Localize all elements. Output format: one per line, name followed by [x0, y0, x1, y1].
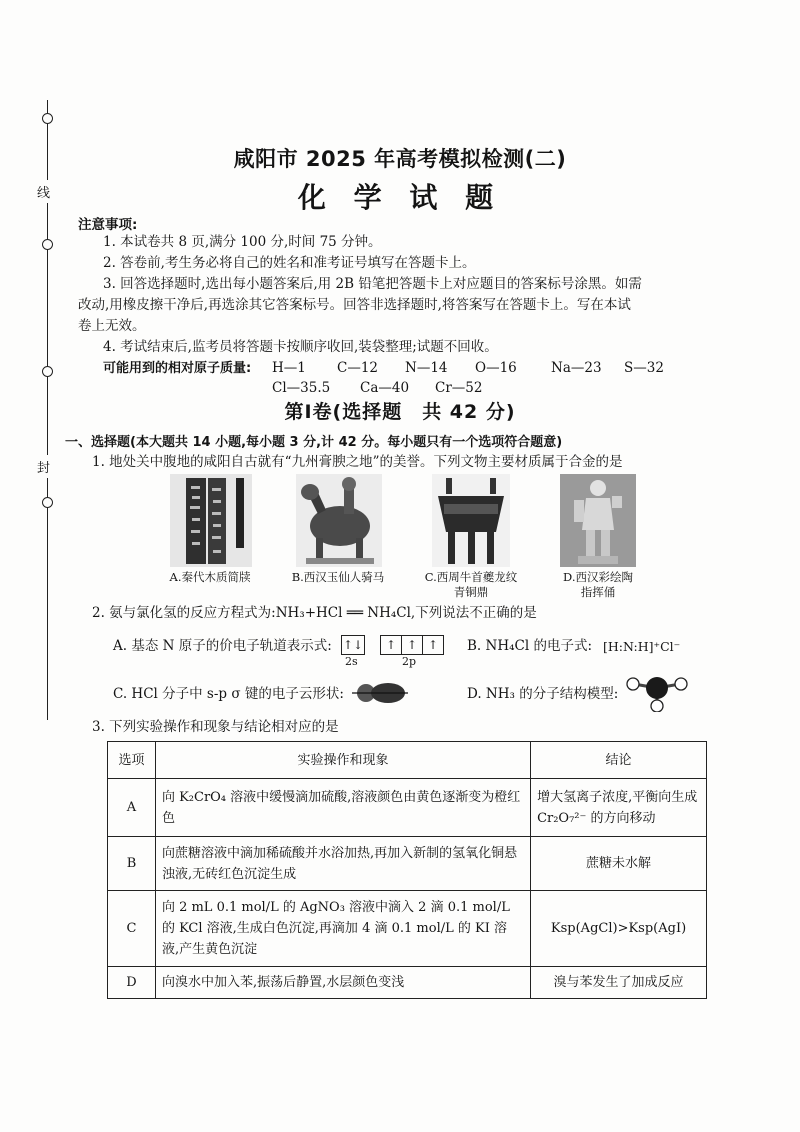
bamboo-slips-image [170, 474, 252, 567]
orbital-box-2p: ↑ [422, 635, 444, 655]
binding-hole [42, 113, 53, 124]
hcl-electron-cloud-icon [352, 680, 408, 706]
orbital-box-2p: ↑ [380, 635, 402, 655]
orbital-label-2s: 2s [345, 655, 358, 668]
atomic-mass: Cl—35.5 [272, 380, 331, 396]
bronze-ding-image [432, 474, 510, 567]
table-header-row [108, 742, 707, 779]
option-b-caption: B.西汉玉仙人骑马 [291, 570, 385, 584]
question-2-option-c: C. HCl 分子中 s-p σ 键的电子云形状: [113, 686, 344, 702]
table-cell-conclusion: 溴与苯发生了加成反应 [531, 967, 707, 999]
question-3-table [107, 741, 707, 999]
binding-line-char: 线 [37, 180, 50, 203]
binding-hole [42, 239, 53, 250]
binding-hole [42, 366, 53, 377]
atomic-mass: N—14 [405, 360, 448, 376]
atomic-mass: O—16 [475, 360, 517, 376]
option-c-caption: C.西周牛首夔龙纹 青铜鼎 [424, 570, 518, 599]
question-2-stem: 2. 氨与氯化氢的反应方程式为:NH₃+HCl ══ NH₄Cl,下列说法不正确的是 [92, 605, 537, 621]
orbital-box-2s: ↑↓ [341, 635, 365, 655]
table-row [108, 779, 707, 837]
option-a-caption: A.秦代木质简牍 [169, 570, 251, 584]
table-cell-option: D [108, 967, 156, 999]
atomic-mass: Cr—52 [435, 380, 483, 396]
atomic-mass: C—12 [337, 360, 379, 376]
notice-item: 2. 答卷前,考生务必将自己的姓名和准考证号填写在答题卡上。 [103, 255, 476, 271]
table-row [108, 837, 707, 891]
atomic-mass-label: 可能用到的相对原子质量: [103, 361, 252, 376]
question-2-option-b: B. NH₄Cl 的电子式: [467, 638, 592, 654]
table-cell-operation: 向溴水中加入苯,振荡后静置,水层颜色变浅 [155, 967, 530, 999]
notice-item: 1. 本试卷共 8 页,满分 100 分,时间 75 分钟。 [103, 234, 382, 250]
binding-seal-char: 封 [37, 455, 50, 478]
jade-horse-image [296, 474, 382, 567]
warrior-figurine-image [560, 474, 636, 567]
table-cell-conclusion: 增大氢离子浓度,平衡向生成 Cr₂O₇²⁻ 的方向移动 [531, 779, 707, 837]
table-cell-option: C [108, 891, 156, 967]
nh4cl-electron-formula: [H:N:H]⁺Cl⁻ [603, 639, 681, 654]
nh3-molecule-model-icon [624, 672, 690, 712]
binding-hole [42, 497, 53, 508]
question-2-option-d: D. NH₃ 的分子结构模型: [467, 686, 619, 702]
notice-item: 4. 考试结束后,监考员将答题卡按顺序收回,装袋整理;试题不回收。 [103, 339, 498, 355]
option-d-caption: D.西汉彩绘陶 指挥俑 [563, 570, 633, 599]
orbital-label-2p: 2p [402, 655, 417, 668]
table-cell-option: B [108, 837, 156, 891]
table-cell-conclusion: Ksp(AgCl)>Ksp(AgI) [531, 891, 707, 967]
notice-item: 改动,用橡皮擦干净后,再选涂其它答案标号。回答非选择题时,将答案写在答题卡上。写在本试 [78, 297, 631, 313]
question-2-option-a: A. 基态 N 原子的价电子轨道表示式: [113, 638, 332, 654]
section-title: 第Ⅰ卷(选择题 共 42 分) [284, 401, 516, 423]
exam-title: 咸阳市 2025 年高考模拟检测(二) [233, 147, 567, 171]
question-3-stem: 3. 下列实验操作和现象与结论相对应的是 [92, 719, 339, 735]
section-intro: 一、选择题(本大题共 14 小题,每小题 3 分,计 42 分。每小题只有一个选项符合题意) [65, 435, 563, 450]
table-cell-option: A [108, 779, 156, 837]
atomic-mass: Ca—40 [360, 380, 410, 396]
subject-title: 化 学 试 题 [297, 181, 503, 214]
orbital-box-2p: ↑ [401, 635, 423, 655]
question-1-stem: 1. 地处关中腹地的咸阳自古就有“九州膏腴之地”的美誉。下列文物主要材质属于合金的是 [92, 454, 623, 470]
notice-item: 3. 回答选择题时,选出每小题答案后,用 2B 铅笔把答题卡上对应题目的答案标号涂黑。如需 [103, 276, 642, 292]
table-cell-operation: 向蔗糖溶液中滴加稀硫酸并水浴加热,再加入新制的氢氧化铜悬浊液,无砖红色沉淀生成 [155, 837, 530, 891]
table-cell-operation: 向 K₂CrO₄ 溶液中缓慢滴加硫酸,溶液颜色由黄色逐渐变为橙红色 [155, 779, 530, 837]
atomic-mass: Na—23 [551, 360, 602, 376]
table-header: 选项 [108, 742, 156, 779]
table-row [108, 891, 707, 967]
atomic-mass: S—32 [624, 360, 664, 376]
notice-heading: 注意事项: [78, 217, 138, 233]
atomic-mass: H—1 [272, 360, 306, 376]
table-row [108, 967, 707, 999]
notice-item: 卷上无效。 [78, 318, 146, 334]
table-header: 结论 [531, 742, 707, 779]
table-cell-conclusion: 蔗糖未水解 [531, 837, 707, 891]
table-cell-operation: 向 2 mL 0.1 mol/L 的 AgNO₃ 溶液中滴入 2 滴 0.1 mol/L 的 KCl 溶液,生成白色沉淀,再滴加 4 滴 0.1 mol/L 的 KI 溶液,产生黄色沉淀 [155, 891, 530, 967]
table-header: 实验操作和现象 [155, 742, 530, 779]
